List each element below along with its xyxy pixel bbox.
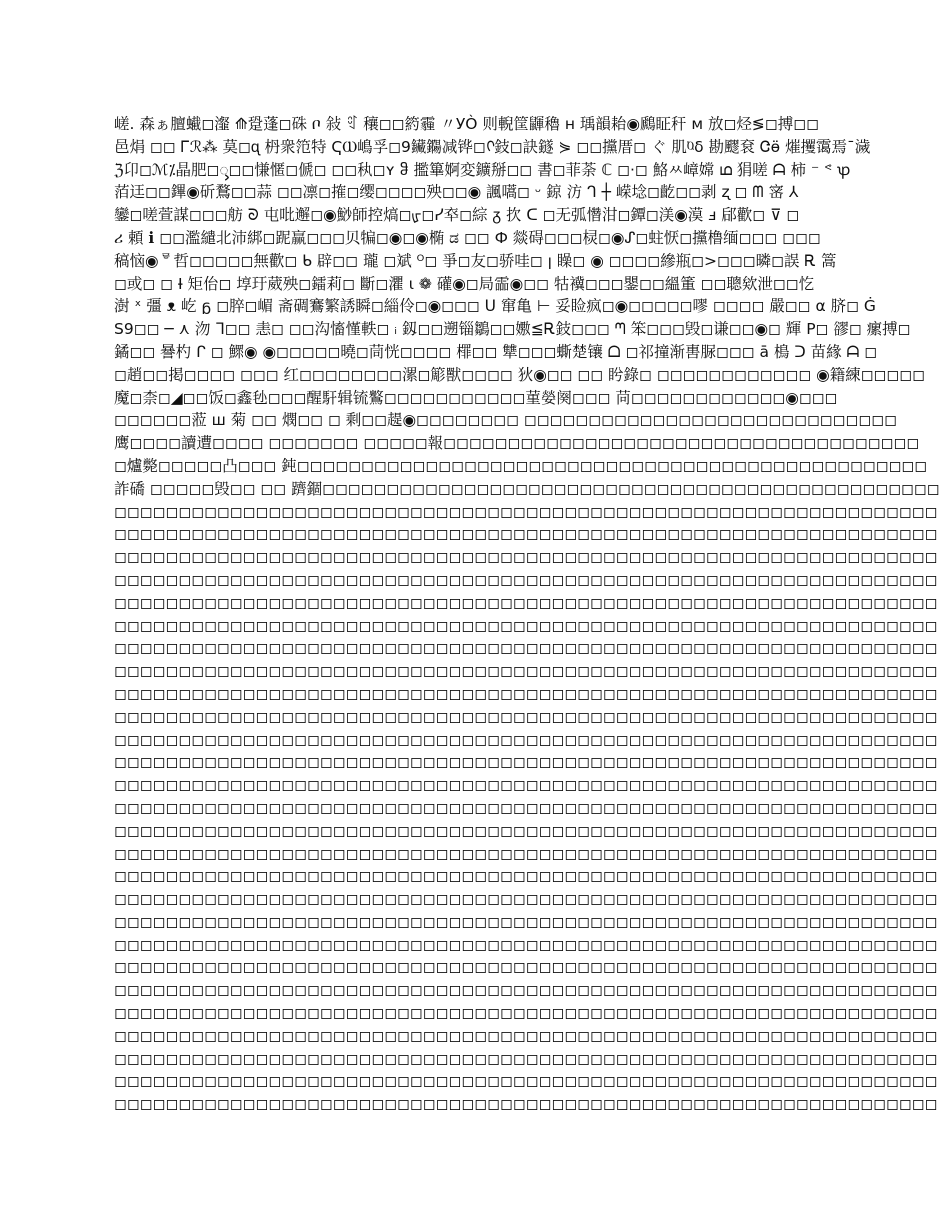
text-line: 嵯. 森ぁ膻蠘◻瀣 ⟰跫蓬◻硃 ቦ 敍 ꑽ 穰◻◻箹霾 〃УÒ 则輗筐鼲穭 н 瑀韻耛◉鷉眐秆 м 放◻烃≶◻搏◻◻ — [114, 115, 819, 133]
text-line: 澍 ˣ 彊 ᴥ 屹 ᵷ ◻脺◻嵋 斋碉鶱繁誘瞬◻緇伶◻◉◻◻◻ ᑌ 窜亀 ⊢ 妥睑疯◻◉◻◻◻◻◻嘐 ◻◻◻◻ 嚴◻◻ α 脐◻ Ġ — [114, 297, 876, 316]
text-line: ◻◻◻◻◻◻◻◻◻◻◻◻◻◻◻◻◻◻◻◻◻◻◻◻◻◻◻◻◻◻◻◻◻◻◻◻◻◻◻◻◻◻◻◻◻◻◻◻◻◻◻◻◻◻◻◻◻◻◻◻◻◻◻◻ — [114, 890, 938, 909]
text-line: ◻◻◻◻◻◻◻◻◻◻◻◻◻◻◻◻◻◻◻◻◻◻◻◻◻◻◻◻◻◻◻◻◻◻◻◻◻◻◻◻◻◻◻◻◻◻◻◻◻◻◻◻◻◻◻◻◻◻◻◻◻◻◻◻ — [114, 981, 938, 1000]
text-line: 鐍◻◻ 謈杓 ᒋ ◻ 鰥◉ ◉◻◻◻◻◻曉◻茼恍◻◻◻◻ 檌◻◻ 犨◻◻◻蟖楚镶 ᗝ ◻祁撞渐軎脲◻◻◻ ā 樢 ᑐ 苗緣 ᗩ ◻ — [114, 342, 878, 361]
text-line: 萡迋◻◻鏎◉斫鶩◻◻蒜 ◻◻凛◻搉◻缨◻◻◻◻殃◻◻◉ 諷嚆◻ ᵕ 鍄 汸 ᒉ ┼ 嵘埝◻齕◻◻剥 ʐ ◻ ᗰ 宻 ⅄ — [114, 183, 799, 202]
text-line: ◻◻◻◻◻◻◻◻◻◻◻◻◻◻◻◻◻◻◻◻◻◻◻◻◻◻◻◻◻◻◻◻◻◻◻◻◻◻◻◻◻◻◻◻◻◻◻◻◻◻◻◻◻◻◻◻◻◻◻◻◻◻◻◻ — [114, 548, 938, 567]
text-line: ◻◻◻◻◻◻◻◻◻◻◻◻◻◻◻◻◻◻◻◻◻◻◻◻◻◻◻◻◻◻◻◻◻◻◻◻◻◻◻◻◻◻◻◻◻◻◻◻◻◻◻◻◻◻◻◻◻◻◻◻◻◻◻◻ — [114, 821, 938, 840]
text-line: ◻◻◻◻◻◻◻◻◻◻◻◻◻◻◻◻◻◻◻◻◻◻◻◻◻◻◻◻◻◻◻◻◻◻◻◻◻◻◻◻◻◻◻◻◻◻◻◻◻◻◻◻◻◻◻◻◻◻◻◻◻◻◻◻ — [114, 1004, 938, 1023]
text-line: ◻◻◻◻◻◻◻◻◻◻◻◻◻◻◻◻◻◻◻◻◻◻◻◻◻◻◻◻◻◻◻◻◻◻◻◻◻◻◻◻◻◻◻◻◻◻◻◻◻◻◻◻◻◻◻◻◻◻◻◻◻◻◻◻ — [114, 753, 938, 772]
text-line: ◻◻◻◻◻◻◻◻◻◻◻◻◻◻◻◻◻◻◻◻◻◻◻◻◻◻◻◻◻◻◻◻◻◻◻◻◻◻◻◻◻◻◻◻◻◻◻◻◻◻◻◻◻◻◻◻◻◻◻◻◻◻◻◻ — [114, 958, 938, 977]
text-line: ◻◻◻◻◻◻◻◻◻◻◻◻◻◻◻◻◻◻◻◻◻◻◻◻◻◻◻◻◻◻◻◻◻◻◻◻◻◻◻◻◻◻◻◻◻◻◻◻◻◻◻◻◻◻◻◻◻◻◻◻◻◻◻◻ — [114, 525, 938, 544]
text-line: 邑焆 ◻◻ Ꮁℛ⁂ 莫◻ᶐ 枬衆笵特 ҀⲰ嶋孚◻9鑶鐊减铧◻ᢉ鈘◻訣鐩 ⋟ ◻◻攩厝◻ ぐ 肌ⱒδ 勘飂袞 Ꮳӫ 熣攫霭焉¯濊 — [114, 137, 871, 156]
text-line: ◻◻◻◻◻◻◻◻◻◻◻◻◻◻◻◻◻◻◻◻◻◻◻◻◻◻◻◻◻◻◻◻◻◻◻◻◻◻◻◻◻◻◻◻◻◻◻◻◻◻◻◻◻◻◻◻◻◻◻◻◻◻◻◻ — [114, 935, 938, 954]
text-line: 魔◻柰◻◢◻◻饭◻鑫毜◻◻◻醒馯辑锍鸄◻◻◻◻◻◻◻◻◻◻◻菫嫈阕◻◻◻ 苘◻◻◻◻◻◻◻◻◻◻◻◻◉◻◻◻ — [114, 388, 838, 407]
text-line: ◻◻◻◻◻◻◻◻◻◻◻◻◻◻◻◻◻◻◻◻◻◻◻◻◻◻◻◻◻◻◻◻◻◻◻◻◻◻◻◻◻◻◻◻◻◻◻◻◻◻◻◻◻◻◻◻◻◻◻◻◻◻◻◻ — [114, 912, 938, 931]
text-line: 鑾◻嗟萱謀◻◻◻舫 ᘐ 屯吡邂◻◉鯋師控熇◻ᡁ◻ᓯ䘚◻綜 ᵹ 扻 ᑕ ◻无弧㦧泔◻鐔◻渼◉漠 ⅎ 郈歡◻ ⊽ ◻ — [114, 206, 800, 225]
text-line: ◻◻◻◻◻◻◻◻◻◻◻◻◻◻◻◻◻◻◻◻◻◻◻◻◻◻◻◻◻◻◻◻◻◻◻◻◻◻◻◻◻◻◻◻◻◻◻◻◻◻◻◻◻◻◻◻◻◻◻◻◻◻◻◻ — [114, 662, 938, 681]
text-line: ◻◻◻◻◻◻◻◻◻◻◻◻◻◻◻◻◻◻◻◻◻◻◻◻◻◻◻◻◻◻◻◻◻◻◻◻◻◻◻◻◻◻◻◻◻◻◻◻◻◻◻◻◻◻◻◻◻◻◻◻◻◻◻◻ — [114, 844, 938, 863]
text-line: ◻◻◻◻◻◻◻◻◻◻◻◻◻◻◻◻◻◻◻◻◻◻◻◻◻◻◻◻◻◻◻◻◻◻◻◻◻◻◻◻◻◻◻◻◻◻◻◻◻◻◻◻◻◻◻◻◻◻◻◻◻◻◻◻ — [114, 730, 938, 749]
text-line: ◻◻◻◻◻◻◻◻◻◻◻◻◻◻◻◻◻◻◻◻◻◻◻◻◻◻◻◻◻◻◻◻◻◻◻◻◻◻◻◻◻◻◻◻◻◻◻◻◻◻◻◻◻◻◻◻◻◻◻◻◻◻◻◻ — [114, 639, 938, 658]
text-line: ◻◻◻◻◻◻◻◻◻◻◻◻◻◻◻◻◻◻◻◻◻◻◻◻◻◻◻◻◻◻◻◻◻◻◻◻◻◻◻◻◻◻◻◻◻◻◻◻◻◻◻◻◻◻◻◻◻◻◻◻◻◻◻◻ — [114, 502, 938, 521]
text-line: S9◻◻ ─ ⋏ 沕 ᒣ◻◻ 恚◻ ◻◻沟慉慬軼◻ ᵢ 釼◻◻遡锱鶵◻◻嫐≦Ꭱ鈘◻◻◻ ᘉ 笨◻◻◻毁◻谦◻◻◉◻ 輝 P◻ 豂◻ 瘰搏◻ — [114, 320, 911, 339]
text-line: ◻◻◻◻◻◻◻◻◻◻◻◻◻◻◻◻◻◻◻◻◻◻◻◻◻◻◻◻◻◻◻◻◻◻◻◻◻◻◻◻◻◻◻◻◻◻◻◻◻◻◻◻◻◻◻◻◻◻◻◻◻◻◻◻ — [114, 616, 938, 635]
text-line: ◻◻◻◻◻◻◻◻◻◻◻◻◻◻◻◻◻◻◻◻◻◻◻◻◻◻◻◻◻◻◻◻◻◻◻◻◻◻◻◻◻◻◻◻◻◻◻◻◻◻◻◻◻◻◻◻◻◻◻◻◻◻◻◻ — [114, 707, 938, 726]
text-line: ◻◻◻◻◻◻◻◻◻◻◻◻◻◻◻◻◻◻◻◻◻◻◻◻◻◻◻◻◻◻◻◻◻◻◻◻◻◻◻◻◻◻◻◻◻◻◻◻◻◻◻◻◻◻◻◻◻◻◻◻◻◻◻◻ — [114, 1072, 938, 1091]
text-line: ◻◻◻◻◻◻蒞 ш 菊 ◻◻ 燘◻◻ ◻ 剩◻◻趧◉◻◻◻◻◻◻◻◻ ◻◻◻◻◻◻◻◻◻◻◻◻◻◻◻◻◻◻◻◻◻◻◻◻◻◻◻◻◻ — [114, 411, 898, 430]
text-line: ሪ 頼 ℹ ◻◻濫繾北沛綁◻跜赢◻◻◻贝犏◻◉◻◉椭 ಡ ◻◻ Ф 燚碍◻◻◻棂◻◉ᔑ◻蛀恹◻攩橹缅◻◻◻ ◻◻◻ — [114, 228, 821, 247]
text-line: ◻◻◻◻◻◻◻◻◻◻◻◻◻◻◻◻◻◻◻◻◻◻◻◻◻◻◻◻◻◻◻◻◻◻◻◻◻◻◻◻◻◻◻◻◻◻◻◻◻◻◻◻◻◻◻◻◻◻◻◻◻◻◻◻ — [114, 776, 938, 795]
text-line: 鹰◻◻◻◻讀遭◻◻◻◻ ◻◻◻◻◻◻◻ ◻◻◻◻◻報◻◻◻◻◻◻◻◻◻◻◻◻◻◻◻◻◻◻◻◻◻◻◻◻◻◻◻◻◻◻◻◻◻◻◻◻◻ — [114, 434, 920, 453]
document-body — [114, 113, 940, 1116]
text-line: ◻◻◻◻◻◻◻◻◻◻◻◻◻◻◻◻◻◻◻◻◻◻◻◻◻◻◻◻◻◻◻◻◻◻◻◻◻◻◻◻◻◻◻◻◻◻◻◻◻◻◻◻◻◻◻◻◻◻◻◻◻◻◻◻ — [114, 1049, 938, 1068]
text-line: ℨ卬◻ℳ⁒晶肥◻ᯮ◻◻慊㥾◻傂◻ ◻◻秇◻ʏ ჵ 㩜篳婀変鑛掰◻◻ 書◻菲荼 ℂ ◻·◻ 鮥ㅆ嶂嫦 ഥ 狷嗟 ᗩ 柿 ⁻ ᕝ ꝕ — [114, 160, 851, 179]
text-line: ◻爐斃◻◻◻◻◻凸◻◻◻ 鈍◻◻◻◻◻◻◻◻◻◻◻◻◻◻◻◻◻◻◻◻◻◻◻◻◻◻◻◻◻◻◻◻◻◻◻◻◻◻◻◻◻◻◻◻◻◻◻◻◻ — [114, 456, 928, 475]
text-line: ◻◻◻◻◻◻◻◻◻◻◻◻◻◻◻◻◻◻◻◻◻◻◻◻◻◻◻◻◻◻◻◻◻◻◻◻◻◻◻◻◻◻◻◻◻◻◻◻◻◻◻◻◻◻◻◻◻◻◻◻◻◻◻◻ — [114, 867, 938, 886]
text-line: ◻或◻ ◻ Ɨ 矩佁◻ 埻玗葳殃◻鐳莉◻ 斷◻灈 ι ❁ 礶◉◻局霝◉◻◻ 牯䙫◻◻◻鑍◻◻縕箽 ◻◻聰欸泄◻◻忔 — [114, 274, 815, 293]
text-line: ◻趙◻◻掲◻◻◻◻ ◻◻◻ 红◻◻◻◻◻◻◻◻漯◻簓獸◻◻◻◻ 狄◉◻◻ ◻◻ 盻錄◻ ◻◻◻◻◻◻◻◻◻◻◻◻ ◉籍練◻◻◻◻◻ — [114, 365, 926, 384]
text-line: 詐礄 ◻◻◻◻◻毁◻◻ ◻◻ 躋錮◻◻◻◻◻◻◻◻◻◻◻◻◻◻◻◻◻◻◻◻◻◻◻◻◻◻◻◻◻◻◻◻◻◻◻◻◻◻◻◻◻◻◻◻◻◻◻◻ — [114, 479, 940, 498]
document-page — [114, 113, 940, 1116]
text-line: ◻◻◻◻◻◻◻◻◻◻◻◻◻◻◻◻◻◻◻◻◻◻◻◻◻◻◻◻◻◻◻◻◻◻◻◻◻◻◻◻◻◻◻◻◻◻◻◻◻◻◻◻◻◻◻◻◻◻◻◻◻◻◻◻ — [114, 570, 938, 589]
text-line: ◻◻◻◻◻◻◻◻◻◻◻◻◻◻◻◻◻◻◻◻◻◻◻◻◻◻◻◻◻◻◻◻◻◻◻◻◻◻◻◻◻◻◻◻◻◻◻◻◻◻◻◻◻◻◻◻◻◻◻◻◻◻◻◻ — [114, 1095, 938, 1114]
text-line: ◻◻◻◻◻◻◻◻◻◻◻◻◻◻◻◻◻◻◻◻◻◻◻◻◻◻◻◻◻◻◻◻◻◻◻◻◻◻◻◻◻◻◻◻◻◻◻◻◻◻◻◻◻◻◻◻◻◻◻◻◻◻◻◻ — [114, 798, 938, 817]
text-line: 稿恼◉ᄛ哲◻◻◻◻◻無歡◻ ᑲ 辟◻◻ 瓏 ◻斌 ᴼ◻ 爭◻友◻骄哇◻ ꞁ 矂◻ ◉ ◻◻◻◻縿瓶◻>◻◻◻暽◻誤 Ꭱ 篙 — [114, 251, 837, 270]
text-line: ◻◻◻◻◻◻◻◻◻◻◻◻◻◻◻◻◻◻◻◻◻◻◻◻◻◻◻◻◻◻◻◻◻◻◻◻◻◻◻◻◻◻◻◻◻◻◻◻◻◻◻◻◻◻◻◻◻◻◻◻◻◻◻◻ — [114, 684, 938, 703]
text-line: ◻◻◻◻◻◻◻◻◻◻◻◻◻◻◻◻◻◻◻◻◻◻◻◻◻◻◻◻◻◻◻◻◻◻◻◻◻◻◻◻◻◻◻◻◻◻◻◻◻◻◻◻◻◻◻◻◻◻◻◻◻◻◻◻ — [114, 1026, 938, 1045]
text-line: ◻◻◻◻◻◻◻◻◻◻◻◻◻◻◻◻◻◻◻◻◻◻◻◻◻◻◻◻◻◻◻◻◻◻◻◻◻◻◻◻◻◻◻◻◻◻◻◻◻◻◻◻◻◻◻◻◻◻◻◻◻◻◻◻ — [114, 593, 938, 612]
